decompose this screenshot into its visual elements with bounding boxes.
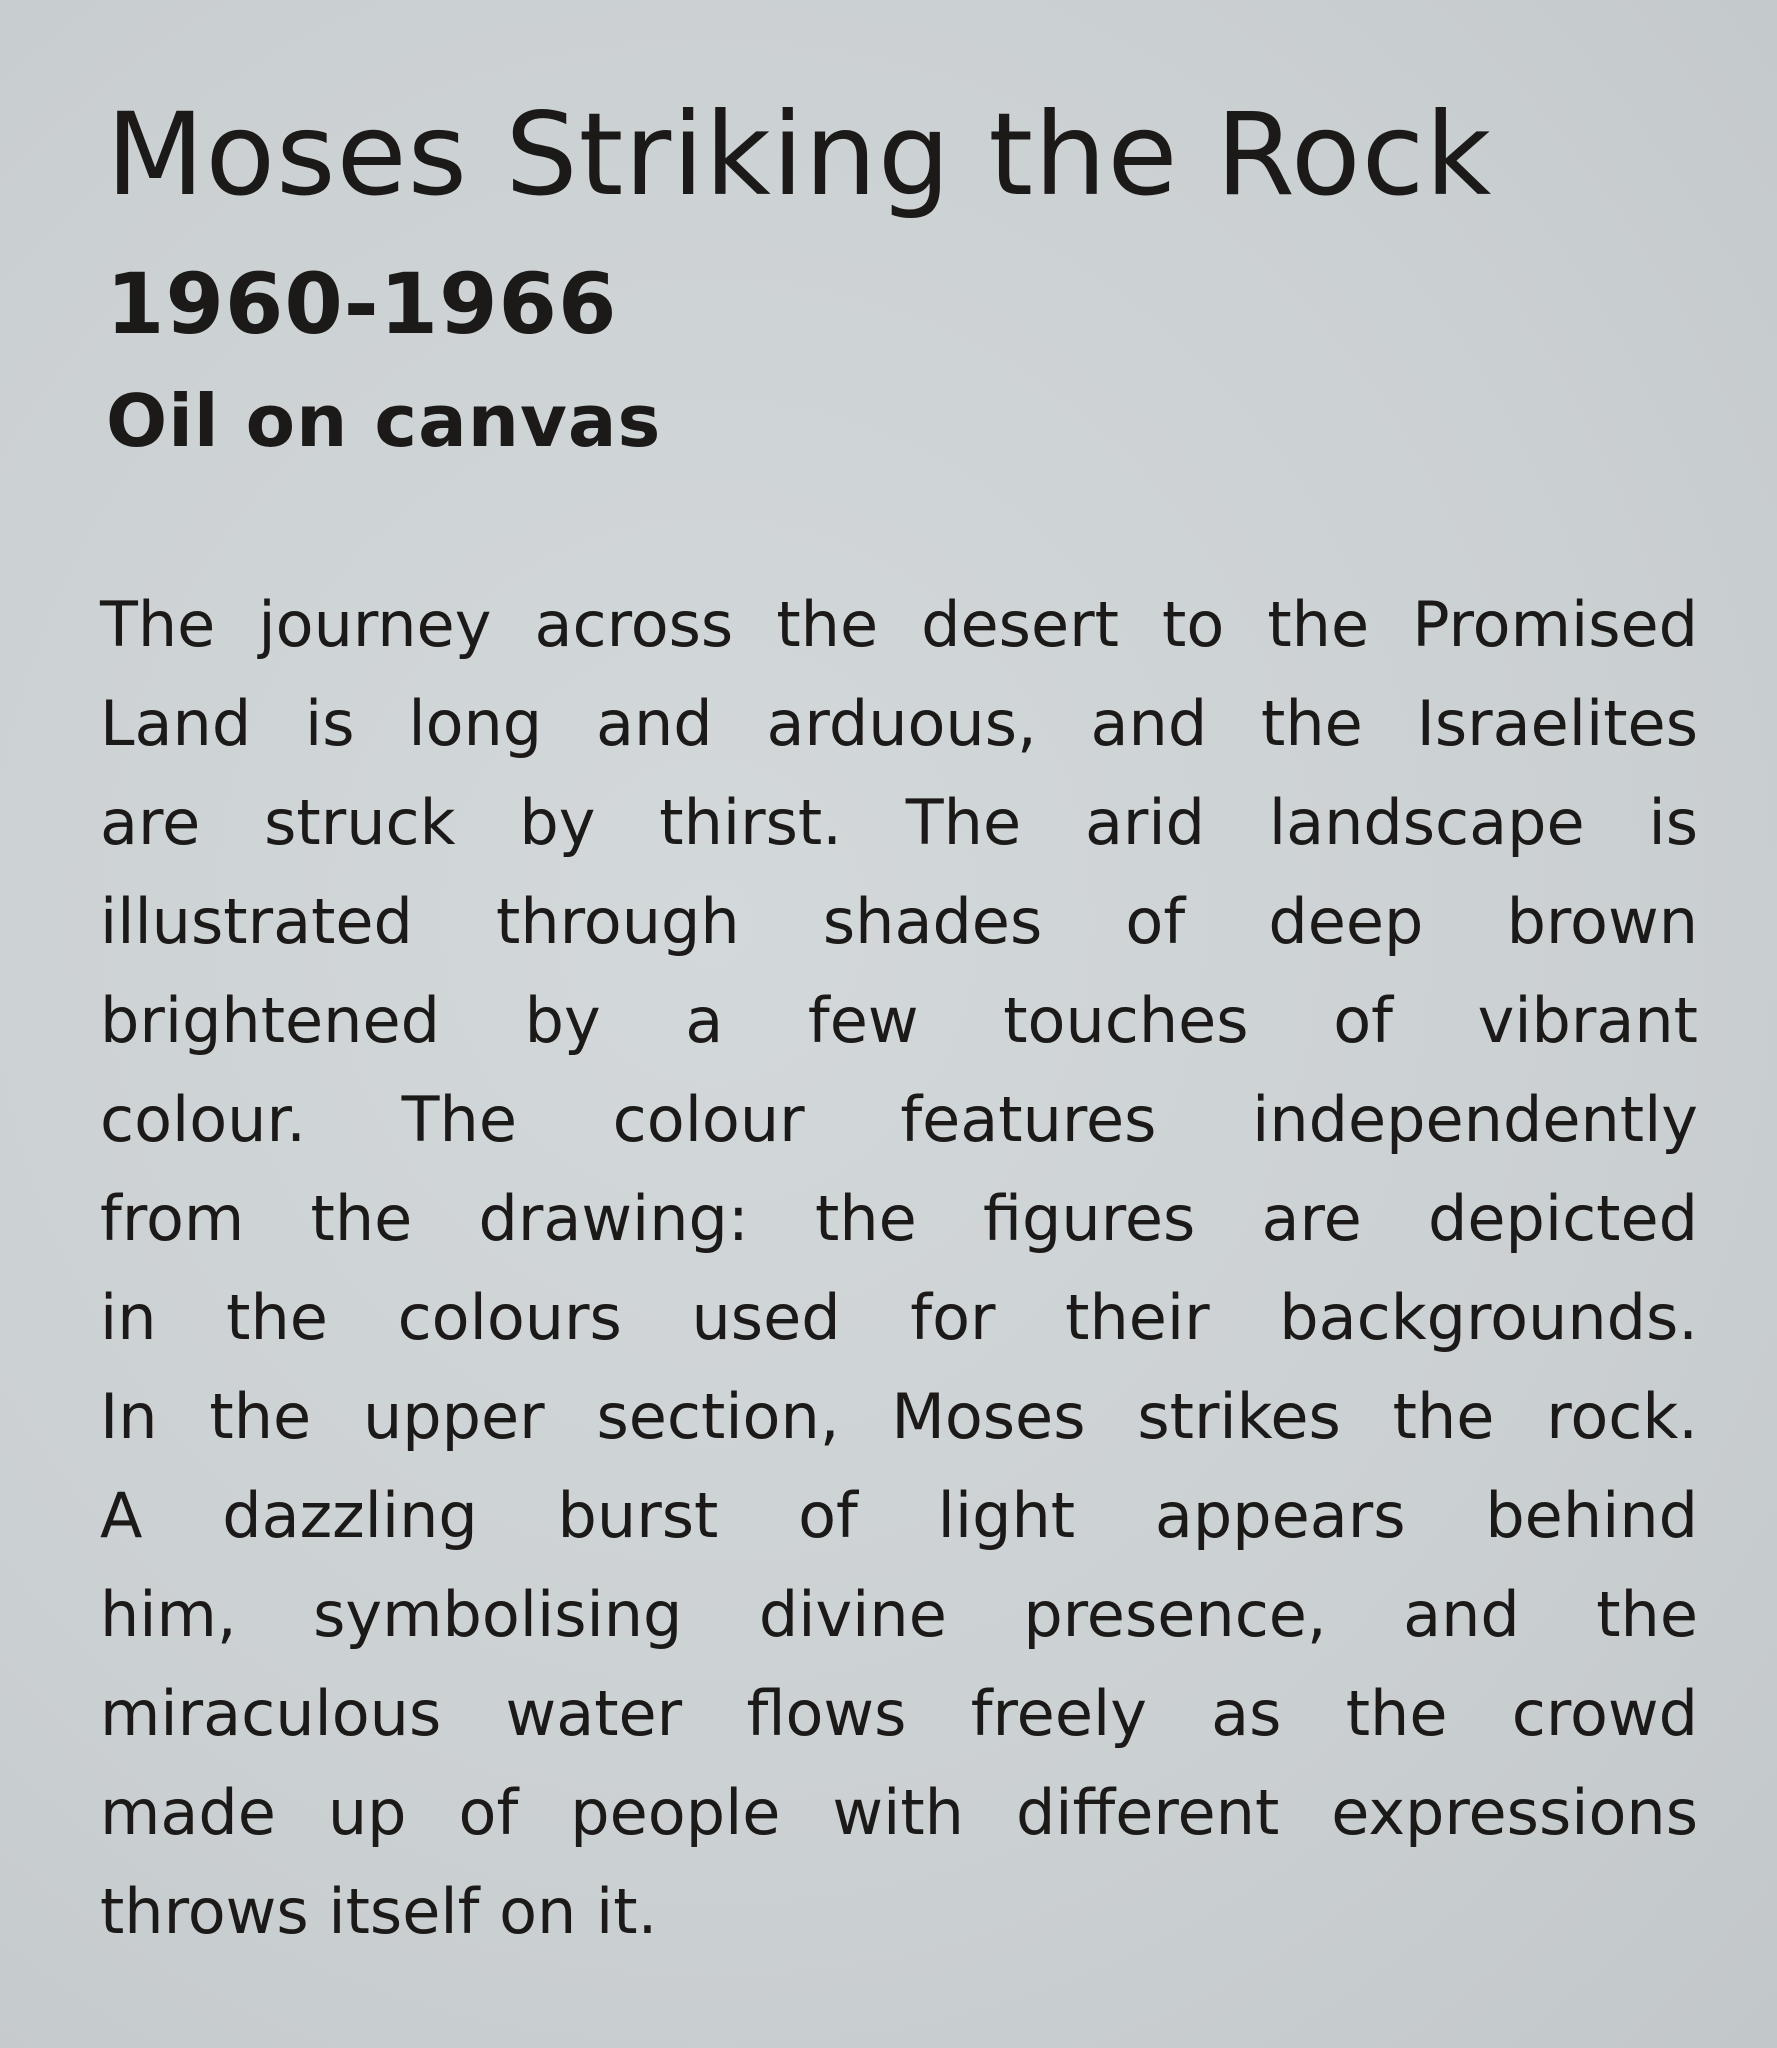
description-line: miraculous water flows freely as the crowd (100, 1677, 1698, 1750)
description-line: The journey across the desert to the Promised (100, 588, 1698, 661)
description-line: A dazzling burst of light appears behind (100, 1479, 1698, 1552)
description-line: In the upper section, Moses strikes the rock. (100, 1380, 1698, 1453)
description-line: in the colours used for their backgrounds. (100, 1281, 1698, 1354)
description-line: illustrated through shades of deep brown (100, 885, 1698, 958)
description-line: him, symbolising divine presence, and the (100, 1578, 1698, 1651)
description-line: from the drawing: the figures are depicted (100, 1182, 1698, 1255)
description-line: Land is long and arduous, and the Israelites (100, 687, 1698, 760)
description-line: brightened by a few touches of vibrant (100, 984, 1698, 1057)
description-line: colour. The colour features independently (100, 1083, 1698, 1156)
artwork-dates: 1960-1966 (106, 255, 618, 353)
artwork-description (100, 575, 1698, 1961)
description-line: are struck by thirst. The arid landscape is (100, 786, 1698, 859)
artwork-title: Moses Striking the Rock (106, 88, 1493, 221)
description-line: made up of people with different expressions (100, 1776, 1698, 1849)
description-line: throws itself on it. (100, 1875, 658, 1948)
artwork-medium: Oil on canvas (106, 379, 662, 463)
